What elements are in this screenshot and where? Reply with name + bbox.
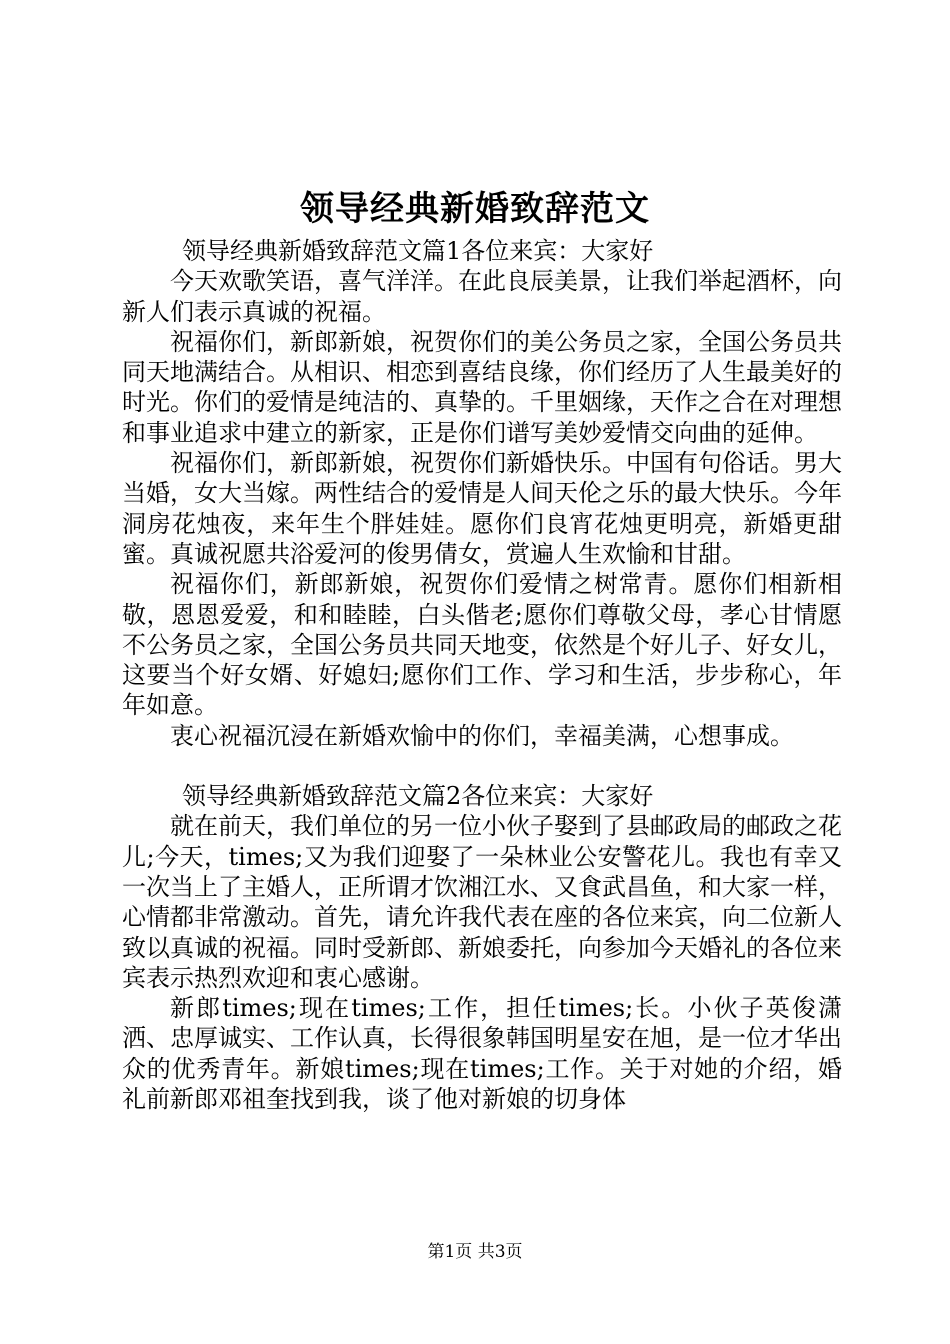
section-1-heading: 领导经典新婚致辞范文篇1各位来宾：大家好 [182, 237, 654, 265]
paragraph: 祝福你们，新郎新娘，祝贺你们的美公务员之家，全国公务员共同天地满结合。从相识、相恋到喜结良缘，你们经历了人生最美好的时光。你们的爱情是纯洁的、真挚的。千里姻缘，天作之合在对理想和事业追求中建立的新家，正是你们谱写美妙爱情交向曲的延伸。 [122, 327, 842, 447]
section-spacer [122, 751, 842, 781]
section-2-heading: 领导经典新婚致辞范文篇2各位来宾：大家好 [182, 782, 654, 811]
document-title: 领导经典新婚致辞范文 [300, 189, 650, 229]
paragraph: 祝福你们，新郎新娘，祝贺你们新婚快乐。中国有句俗话。男大当婚，女大当嫁。两性结合的爱情是人间天伦之乐的最大快乐。今年洞房花烛夜，来年生个胖娃娃。愿你们良宵花烛更明亮，新婚更甜蜜。真诚祝愿共浴爱河的俊男倩女，赏遍人生欢愉和甘甜。 [122, 449, 842, 568]
document-body [122, 236, 842, 1114]
paragraph: 祝福你们，新郎新娘，祝贺你们爱情之树常青。愿你们相新相敬，恩恩爱爱，和和睦睦，白头偕老;愿你们尊敬父母，孝心甘情愿不公务员之家，全国公务员共同天地变，依然是个好儿子、好女儿，这要当个好女婿、好媳妇;愿你们工作、学习和生活，步步称心，年年如意。 [122, 570, 842, 720]
paragraph: 就在前天，我们单位的另一位小伙子娶到了县邮政局的邮政之花儿;今天，times;又为我们迎娶了一朵林业公安警花儿。我也有幸又一次当上了主婚人，正所谓才饮湘江水、又食武昌鱼，和大家一样，心情都非常激动。首先，请允许我代表在座的各位来宾，向二位新人致以真诚的祝福。同时受新郎、新娘委托，向参加今天婚礼的各位来宾表示热烈欢迎和衷心感谢。 [122, 812, 842, 992]
paragraph: 衷心祝福沉浸在新婚欢愉中的你们，幸福美满，心想事成。 [170, 721, 794, 750]
paragraph: 今天欢歌笑语，喜气洋洋。在此良辰美景，让我们举起酒杯，向新人们表示真诚的祝福。 [122, 267, 842, 326]
page-footer: 第1页 共3页 [427, 1242, 523, 1262]
paragraph: 新郎times;现在times;工作，担任times;长。小伙子英俊潇洒、忠厚诚实、工作认真，长得很象韩国明星安在旭，是一位才华出众的优秀青年。新娘times;现在times;工作。关于对她的介绍，婚礼前新郎邓祖奎找到我，谈了他对新娘的切身体 [122, 994, 842, 1114]
